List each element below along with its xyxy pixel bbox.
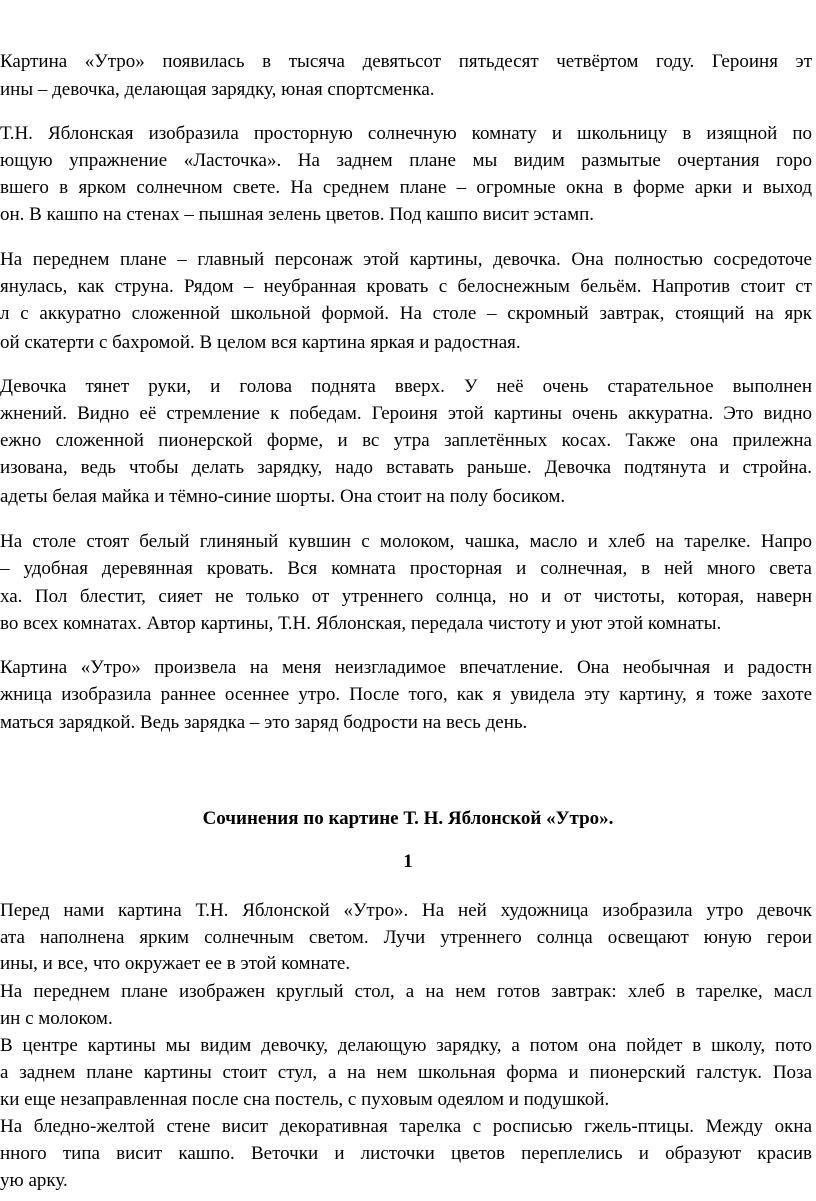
text-line: вшего в ярком солнечном свете. На среднем плане – огромные окна в форме арки и выход	[0, 177, 812, 198]
text-line: нного типа висит кашпо. Веточки и листочки цветов переплелись и образуют красив	[0, 1143, 812, 1164]
text-line: он. В кашпо на стенах – пышная зелень цветов. Под кашпо висит эстамп.	[0, 204, 595, 225]
text-line: ую арку.	[0, 1170, 68, 1191]
text-line: ата наполнена ярким солнечным светом. Лучи утреннего солнца освещают юную герои	[0, 927, 812, 948]
text-line: На переднем плане – главный персонаж этой картины, девочка. Она полностью сосредоточе	[0, 249, 812, 270]
text-line: В центре картины мы видим девочку, делающую зарядку, а потом она пойдет в школу, пото	[0, 1035, 812, 1056]
text-line: На столе стоят белый глиняный кувшин с молоком, чашка, масло и хлеб на тарелке. Напро	[0, 531, 812, 552]
text-line: Девочка тянет руки, и голова поднята вверх. У неё очень старательное выполнен	[0, 376, 812, 397]
text-line: адеты белая майка и тёмно-синие шорты. Она стоит на полу босиком.	[0, 486, 566, 507]
text-line: л с аккуратно сложенной школьной формой. На столе – скромный завтрак, стоящий на ярк	[0, 303, 812, 324]
text-line: жница изобразила раннее осеннее утро. После того, как я увидела эту картину, я тоже захоте	[0, 684, 812, 705]
text-line: ющую упражнение «Ласточка». На заднем плане мы видим размытые очертания горо	[0, 150, 812, 171]
text-line: ой скатерти с бахромой. В целом вся картина яркая и радостная.	[0, 332, 521, 353]
text-line: ины, и все, что окружает ее в этой комнате.	[0, 953, 351, 974]
text-line: Перед нами картина Т.Н. Яблонской «Утро». На ней художница изобразила утро девочк	[0, 900, 812, 921]
text-line: Картина «Утро» появилась в тысяча девятьсот пятьдесят четвёртом году. Героиня эт	[0, 51, 812, 72]
section-number: 1	[403, 851, 413, 872]
text-line: – удобная деревянная кровать. Вся комната просторная и солнечная, в ней много света	[0, 558, 812, 579]
text-line: ежно сложенной пионерской форме, и вс утра заплетённых косах. Также она прилежна	[0, 430, 812, 451]
text-line: На переднем плане изображен круглый стол, а на нем готов завтрак: хлеб в тарелке, масл	[0, 981, 812, 1002]
text-line: ин с молоком.	[0, 1008, 113, 1029]
text-line: изована, ведь чтобы делать зарядку, надо вставать раньше. Девочка подтянута и стройна.	[0, 457, 812, 478]
text-line: а заднем плане картины стоит стул, а на нем школьная форма и пионерский галстук. Поза	[0, 1062, 812, 1083]
section-title: Сочинения по картине Т. Н. Яблонской «Утро».	[202, 808, 614, 829]
text-line: жнений. Видно её стремление к победам. Героиня этой картины очень аккуратна. Это видно	[0, 403, 812, 424]
text-line: янулась, как струна. Рядом – неубранная кровать с белоснежным бельём. Напротив стоит ст	[0, 276, 812, 297]
text-line: маться зарядкой. Ведь зарядка – это заряд бодрости на весь день.	[0, 712, 528, 733]
text-line: Т.Н. Яблонская изобразила просторную солнечную комнату и школьницу в изящной по	[0, 123, 812, 144]
text-line: ины – девочка, делающая зарядку, юная спортсменка.	[0, 79, 435, 100]
text-line: Картина «Утро» произвела на меня неизгладимое впечатление. Она необычная и радостн	[0, 657, 812, 678]
text-line: во всех комнатах. Автор картины, Т.Н. Яблонская, передала чистоту и уют этой комнаты.	[0, 613, 722, 634]
text-line: ки еще незаправленная после сна постель, с пуховым одеялом и подушкой.	[0, 1089, 610, 1110]
text-line: ха. Пол блестит, сияет не только от утреннего солнца, но и от чистоты, которая, наверн	[0, 586, 812, 607]
text-line: На бледно-желтой стене висит декоративная тарелка с росписью гжель-птицы. Между окна	[0, 1116, 812, 1137]
